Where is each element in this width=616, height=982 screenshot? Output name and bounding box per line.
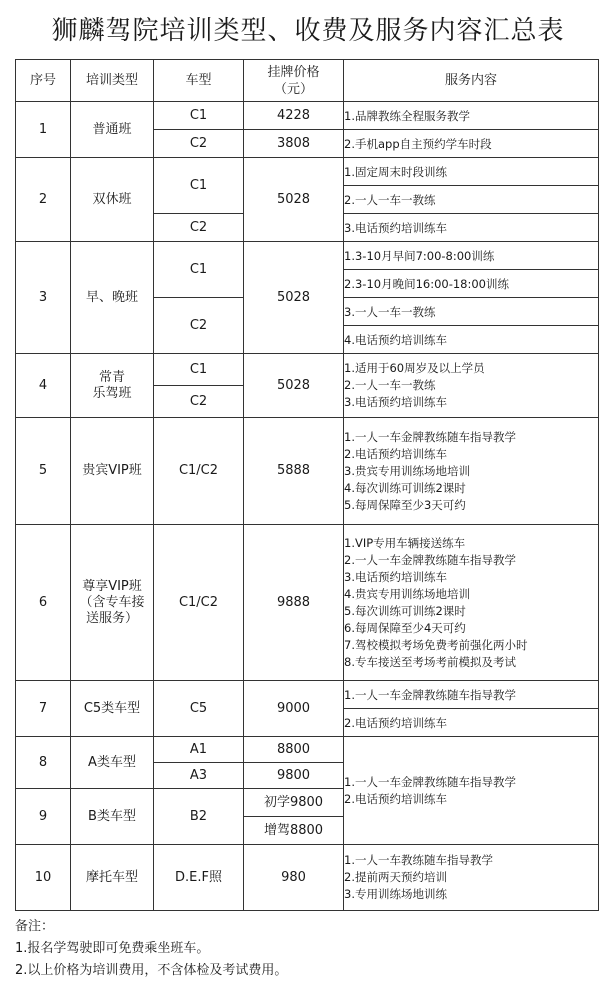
cell-car: B2	[154, 789, 244, 845]
cell-car: C1/C2	[154, 525, 244, 681]
table-row	[16, 418, 599, 525]
cell-type-line2: （含专车接	[79, 594, 145, 610]
cell-car: D.E.F照	[154, 845, 244, 911]
service-line: 7.驾校模拟考场免费考前强化两小时	[344, 637, 528, 652]
cell-car: A1	[154, 737, 244, 763]
service-line: 5.每周保障至少3天可约	[344, 497, 466, 512]
service-line: 2.电话预约培训练车	[344, 791, 447, 806]
table-row	[16, 845, 599, 911]
service-line: 3.电话预约培训练车	[344, 395, 447, 409]
cell-no: 5	[16, 418, 71, 525]
cell-no: 8	[16, 737, 71, 789]
cell-service: 1.固定周末时段训练	[344, 158, 599, 186]
cell-price: 9800	[244, 763, 344, 789]
service-line: 2.提前两天预约培训	[344, 870, 447, 884]
service-line: 2.电话预约培训练车	[344, 446, 447, 461]
cell-car: C1	[154, 242, 244, 298]
cell-car: C2	[154, 386, 244, 418]
service-line: 3.贵宾专用训练场地培训	[344, 463, 470, 478]
notes	[15, 916, 287, 982]
cell-no: 1	[16, 102, 71, 158]
cell-car: A3	[154, 763, 244, 789]
cell-price: 8800	[244, 737, 344, 763]
cell-no: 10	[16, 845, 71, 911]
cell-service	[344, 737, 599, 845]
cell-price: 9888	[244, 525, 344, 681]
cell-service: 3.一人一车一教练	[344, 298, 599, 326]
fee-table	[15, 59, 599, 911]
service-line: 6.每周保障至少4天可约	[344, 620, 466, 635]
table-row	[16, 737, 599, 763]
header-car: 车型	[154, 60, 244, 102]
cell-car: C1	[154, 102, 244, 130]
service-line: 4.每次训练可训练2课时	[344, 480, 466, 495]
service-line: 8.专车接送至考场考前模拟及考试	[344, 654, 516, 669]
cell-type: C5类车型	[71, 681, 154, 737]
cell-car: C2	[154, 214, 244, 242]
cell-type: B类车型	[71, 789, 154, 845]
cell-price: 3808	[244, 130, 344, 158]
service-line: 1.VIP专用车辆接送练车	[344, 535, 466, 550]
cell-price: 9000	[244, 681, 344, 737]
cell-service: 1.品牌教练全程服务教学	[344, 102, 599, 130]
table-row	[16, 242, 599, 270]
service-line: 1.一人一车教练随车指导教学	[344, 853, 493, 867]
cell-price: 5028	[244, 242, 344, 354]
cell-car: C1	[154, 158, 244, 214]
cell-type	[71, 525, 154, 681]
cell-type: 双休班	[71, 158, 154, 242]
header-price-line2: （元）	[273, 81, 313, 97]
cell-price: 5888	[244, 418, 344, 525]
cell-type: 摩托车型	[71, 845, 154, 911]
cell-no: 9	[16, 789, 71, 845]
cell-service: 2.一人一车一教练	[344, 186, 599, 214]
cell-no: 4	[16, 354, 71, 418]
cell-service	[344, 845, 599, 911]
page-title: 狮麟驾院培训类型、收费及服务内容汇总表	[51, 16, 565, 46]
header-price-line1: 挂牌价格	[267, 64, 320, 80]
cell-car: C5	[154, 681, 244, 737]
cell-service: 2.3-10月晚间16:00-18:00训练	[344, 270, 599, 298]
header-no: 序号	[16, 60, 71, 102]
cell-car: C2	[154, 298, 244, 354]
cell-service	[344, 354, 599, 418]
cell-no: 2	[16, 158, 71, 242]
table-row	[16, 681, 599, 709]
service-line: 2.一人一车金牌教练随车指导教学	[344, 552, 516, 567]
note-item: 1.报名学驾驶即可免费乘坐班车。	[15, 941, 210, 956]
header-service: 服务内容	[344, 60, 599, 102]
cell-service: 4.电话预约培训练车	[344, 326, 599, 354]
table-row	[16, 354, 599, 386]
table-row	[16, 525, 599, 681]
notes-heading: 备注：	[15, 919, 55, 934]
cell-car: C1	[154, 354, 244, 386]
cell-price: 5028	[244, 158, 344, 242]
table-row	[16, 102, 599, 130]
service-line: 3.电话预约培训练车	[344, 569, 447, 584]
service-line: 3.专用训练场地训练	[344, 887, 447, 901]
cell-service	[344, 525, 599, 681]
cell-price: 5028	[244, 354, 344, 418]
header-type: 培训类型	[71, 60, 154, 102]
note-item: 2.以上价格为培训费用，不含体检及考试费用。	[15, 963, 288, 978]
cell-service: 3.电话预约培训练车	[344, 214, 599, 242]
table-header-row	[16, 60, 599, 102]
service-line: 2.一人一车一教练	[344, 378, 436, 392]
cell-service: 1.3-10月早间7:00-8:00训练	[344, 242, 599, 270]
cell-no: 6	[16, 525, 71, 681]
cell-no: 7	[16, 681, 71, 737]
cell-type-line2: 乐驾班	[92, 385, 132, 401]
cell-price: 增驾8800	[244, 817, 344, 845]
cell-service: 2.电话预约培训练车	[344, 709, 599, 737]
cell-price: 4228	[244, 102, 344, 130]
cell-no: 3	[16, 242, 71, 354]
cell-type: 普通班	[71, 102, 154, 158]
cell-type	[71, 354, 154, 418]
cell-type-line3: 送服务）	[85, 610, 138, 626]
cell-price: 980	[244, 845, 344, 911]
cell-type-line1: 常青	[98, 369, 125, 385]
cell-service: 1.一人一车金牌教练随车指导教学	[344, 681, 599, 709]
cell-car: C1/C2	[154, 418, 244, 525]
cell-car: C2	[154, 130, 244, 158]
cell-price: 初学9800	[244, 789, 344, 817]
service-line: 1.适用于60周岁及以上学员	[344, 361, 485, 375]
cell-type: A类车型	[71, 737, 154, 789]
cell-type-line1: 尊享VIP班	[82, 578, 142, 594]
cell-type: 贵宾VIP班	[71, 418, 154, 525]
header-price	[244, 60, 344, 102]
cell-service: 2.手机app自主预约学车时段	[344, 130, 599, 158]
cell-service	[344, 418, 599, 525]
cell-type: 早、晚班	[71, 242, 154, 354]
service-line: 5.每次训练可训练2课时	[344, 603, 466, 618]
table-row	[16, 158, 599, 186]
service-line: 1.一人一车金牌教练随车指导教学	[344, 429, 516, 444]
service-line: 1.一人一车金牌教练随车指导教学	[344, 774, 516, 789]
service-line: 4.贵宾专用训练场地培训	[344, 586, 470, 601]
